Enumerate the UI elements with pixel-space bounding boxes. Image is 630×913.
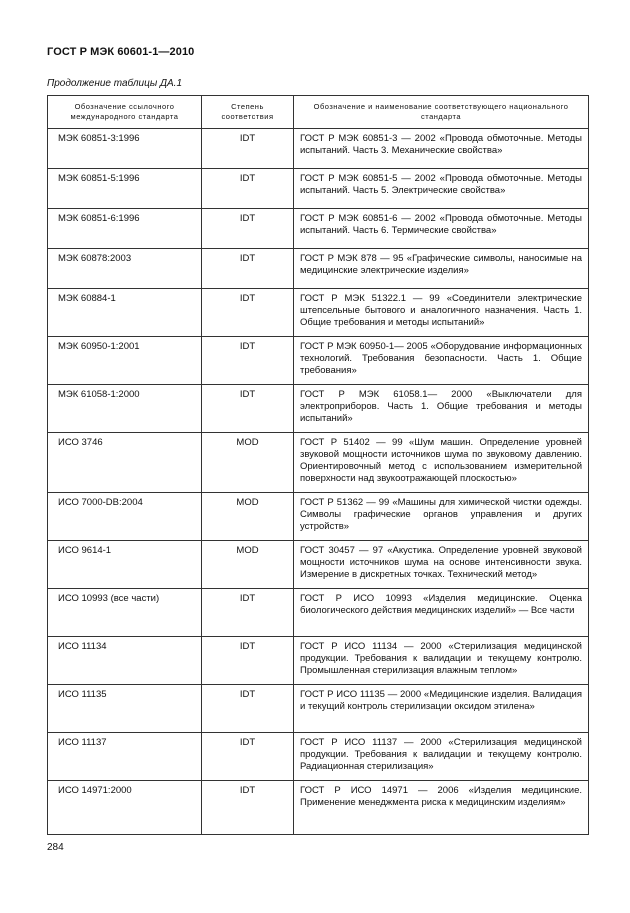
table-row [48,589,589,637]
cell-reference: ИСО 7000-DB:2004 [48,493,202,541]
cell-degree: IDT [202,209,294,249]
cell-reference: МЭК 60851-5:1996 [48,169,202,209]
cell-reference: ИСО 14971:2000 [48,781,202,835]
cell-national: ГОСТ Р МЭК 51322.1 — 99 «Соединители электрические штепсельные бытового и аналогичного назначения. Часть 1. Общие требования и методы испытаний» [294,289,589,337]
cell-degree: MOD [202,433,294,493]
cell-national: ГОСТ Р МЭК 61058.1— 2000 «Выключатели для электроприборов. Часть 1. Общие требования и методы испытаний» [294,385,589,433]
table-caption: Продолжение таблицы ДА.1 [47,78,183,89]
cell-reference: ИСО 3746 [48,433,202,493]
standards-table [47,95,589,835]
cell-reference: МЭК 60851-6:1996 [48,209,202,249]
cell-national: ГОСТ Р ИСО 10993 «Изделия медицинские. Оценка биологического действия медицинских изделий» — Все части [294,589,589,637]
cell-degree: IDT [202,169,294,209]
table-row [48,685,589,733]
cell-reference: ИСО 10993 (все части) [48,589,202,637]
cell-degree: IDT [202,589,294,637]
cell-reference: ИСО 11135 [48,685,202,733]
table-row [48,541,589,589]
cell-degree: IDT [202,637,294,685]
cell-degree: MOD [202,541,294,589]
cell-degree: IDT [202,337,294,385]
cell-national: ГОСТ Р ИСО 11137 — 2000 «Стерилизация медицинской продукции. Требования к валидации и текущему контролю. Радиационная стерилизация» [294,733,589,781]
table-row [48,249,589,289]
cell-reference: МЭК 60878:2003 [48,249,202,289]
table-row [48,385,589,433]
table-row [48,433,589,493]
cell-reference: ИСО 11134 [48,637,202,685]
cell-degree: IDT [202,781,294,835]
table-row [48,637,589,685]
cell-national: ГОСТ Р МЭК 878 — 95 «Графические символы, наносимые на медицинские электрические изделия» [294,249,589,289]
cell-national: ГОСТ Р МЭК 60851-5 — 2002 «Провода обмоточные. Методы испытаний. Часть 5. Электрические свойства» [294,169,589,209]
cell-national: ГОСТ Р ИСО 14971 — 2006 «Изделия медицинские. Применение менеджмента риска к медицинским изделиям» [294,781,589,835]
table-header-row [48,96,589,129]
table-row [48,493,589,541]
cell-reference: МЭК 60851-3:1996 [48,129,202,169]
cell-national: ГОСТ Р МЭК 60851-3 — 2002 «Провода обмоточные. Методы испытаний. Часть 3. Механические свойства» [294,129,589,169]
cell-national: ГОСТ 30457 — 97 «Акустика. Определение уровней звуковой мощности источников шума на основе интенсивности звука. Измерение в дискретных точках. Технический метод» [294,541,589,589]
cell-national: ГОСТ Р ИСО 11135 — 2000 «Медицинские изделия. Валидация и текущий контроль стерилизации оксидом этилена» [294,685,589,733]
cell-national: ГОСТ Р МЭК 60950-1— 2005 «Оборудование информационных технологий. Требования безопасности. Часть 1. Общие требования» [294,337,589,385]
cell-reference: МЭК 60950-1:2001 [48,337,202,385]
cell-reference: ИСО 11137 [48,733,202,781]
cell-degree: IDT [202,129,294,169]
column-header-degree: Степень соответствия [202,96,294,129]
cell-national: ГОСТ Р МЭК 60851-6 — 2002 «Провода обмоточные. Методы испытаний. Часть 6. Термические свойства» [294,209,589,249]
table-row [48,169,589,209]
page-number: 284 [47,842,64,853]
column-header-national: Обозначение и наименование соответствующего национального стандарта [294,96,589,129]
cell-degree: IDT [202,685,294,733]
column-header-reference: Обозначение ссылочного международного стандарта [48,96,202,129]
table-row [48,733,589,781]
cell-national: ГОСТ Р 51362 — 99 «Машины для химической чистки одежды. Символы графические органов управления и других устройств» [294,493,589,541]
table-row [48,289,589,337]
cell-degree: IDT [202,733,294,781]
cell-reference: ИСО 9614-1 [48,541,202,589]
table-row [48,781,589,835]
table-row [48,337,589,385]
cell-national: ГОСТ Р ИСО 11134 — 2000 «Стерилизация медицинской продукции. Требования к валидации и текущему контролю. Промышленная стерилизация влажным теплом» [294,637,589,685]
table-row [48,209,589,249]
table-row [48,129,589,169]
cell-degree: IDT [202,289,294,337]
cell-national: ГОСТ Р 51402 — 99 «Шум машин. Определение уровней звуковой мощности источников шума по звуковому давлению. Ориентировочный метод с использованием измерительной поверхности над звукоотражающей плоскостью» [294,433,589,493]
cell-degree: IDT [202,249,294,289]
cell-degree: MOD [202,493,294,541]
document-header: ГОСТ Р МЭК 60601-1—2010 [47,46,195,58]
cell-reference: МЭК 60884-1 [48,289,202,337]
cell-reference: МЭК 61058-1:2000 [48,385,202,433]
cell-degree: IDT [202,385,294,433]
